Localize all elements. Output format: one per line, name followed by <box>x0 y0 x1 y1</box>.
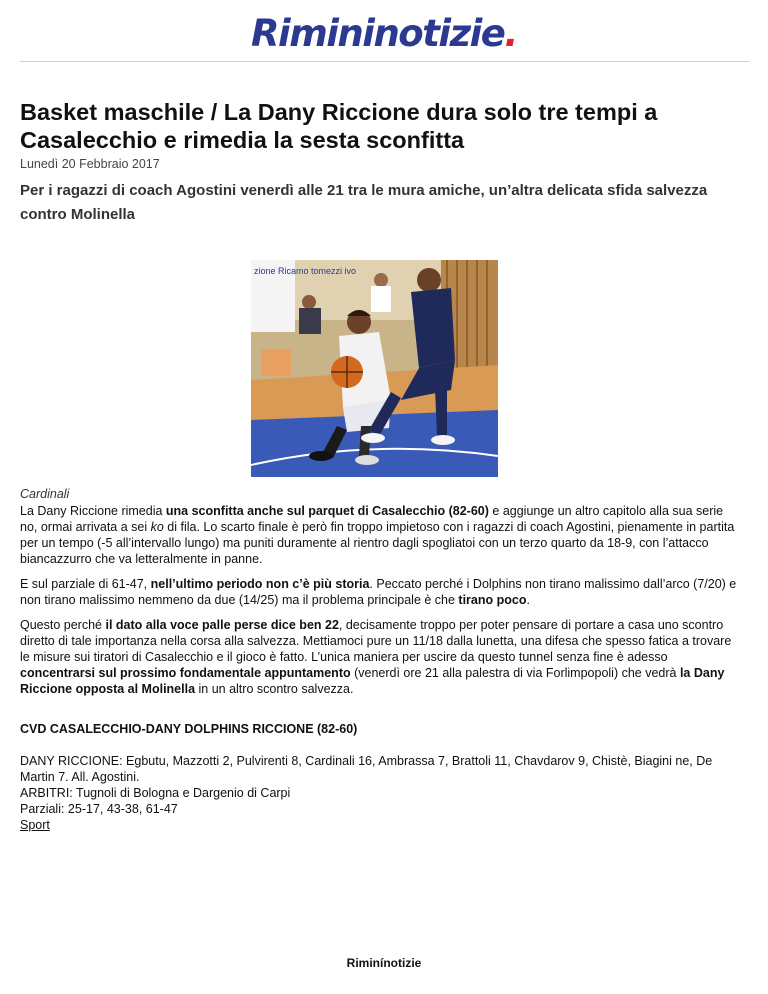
referees: ARBITRI: Tugnoli di Bologna e Dargenio di Carpi <box>20 786 291 800</box>
partials: Parziali: 25-17, 43-38, 61-47 <box>20 802 178 816</box>
article-date: Lunedì 20 Febbraio 2017 <box>20 157 160 171</box>
article-title: Basket maschile / La Dany Riccione dura solo tre tempi a Casalecchio e rimedia la sesta sconfitta <box>20 99 658 153</box>
paragraph-3: Questo perché il dato alla voce palle perse dice ben 22, decisamente troppo per poter pensare di portare a casa uno scontro diretto di tale importanza nella corsa alla salvezza. Mettiamoci pure un 11/18 dalla lunetta, una difesa che spesso fatica a trovare le misure sui tiratori di Casalecchio e il gioco è fatto. L’unica maniera per uscire da questo tunnel senza fine è adesso concentrarsi sul prossimo fondamentale appuntamento (venerdì ore 21 alla palestra di via Forlimpopoli) che vedrà la Dany Riccione opposta al Molinella in un altro scontro salvezza. <box>20 618 732 696</box>
masthead <box>0 12 768 56</box>
article-subtitle: Per i ragazzi di coach Agostini venerdì alle 21 tra le mura amiche, un’altra delicata sfida salvezza contro Molinella <box>20 182 708 223</box>
lineup: DANY RICCIONE: Egbutu, Mazzotti 2, Pulvirenti 8, Cardinali 16, Ambrassa 7, Brattoli 11, Chavdarov 9, Chistè, Biagini ne, De Martin 7. All. Agostini. <box>20 754 713 784</box>
category-link-sport[interactable]: Sport <box>20 818 50 832</box>
box-score-title: CVD CASALECCHIO-DANY DOLPHINS RICCIONE (82-60) <box>20 722 358 736</box>
paragraph-1: La Dany Riccione rimedia una sconfitta anche sul parquet di Casalecchio (82-60) e aggiunge un altro capitolo alla sua serie no, ormai arrivata a sei ko di fila. Lo scarto finale è però fin troppo impietoso con i ragazzi di coach Agostini, pienamente in partita per un tempo (-5 all’intervallo lungo) ma puniti duramente al rientro dagli spogliatoi con un terzo quarto da 18-9, con l’attacco biancazzurro che va letteralmente in panne. <box>20 504 735 566</box>
site-logo[interactable]: Rimininotizie. <box>251 12 517 55</box>
box-score <box>20 753 742 833</box>
banner-text: zione Ricamo tomezzi ivo <box>254 266 357 276</box>
footer-site-name: Riminínotizie <box>346 956 422 970</box>
paragraph-2: E sul parziale di 61-47, nell’ultimo periodo non c’è più storia. Peccato perché i Dolphins non tirano malissimo dall’arco (7/20) e non tirano malissimo nemmeno da due (14/25) ma il problema principale è che tirano poco. <box>20 577 737 607</box>
photo-caption: Cardinali <box>20 487 70 501</box>
header-divider <box>20 61 749 62</box>
article-photo <box>251 260 498 477</box>
